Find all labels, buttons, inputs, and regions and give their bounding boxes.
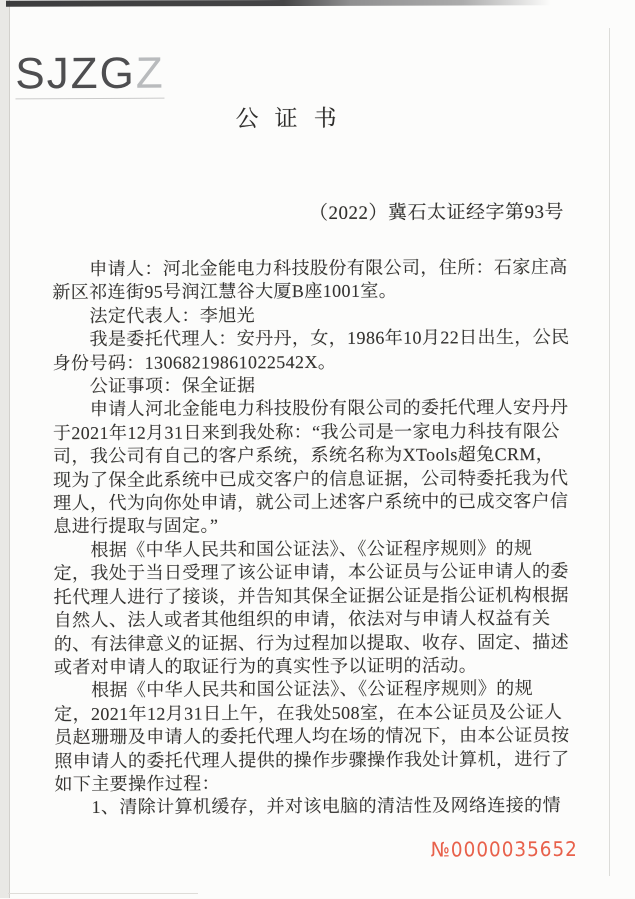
body-line: 根据《中华人民共和国公证法》、《公证程序规则》的规 [90,537,533,560]
body-line: 申请人河北金能电力科技股份有限公司的委托代理人安丹丹 [89,397,569,420]
body-line: 息进行提取与固定。” [53,515,219,537]
watermark-text-dark: SJZG [15,48,136,99]
serial-digits: 0000035652 [450,837,578,862]
serial-number [431,838,578,862]
body-line: 托代理人进行了接谈，并告知其保全证据公证是指公证机构根据 [53,584,569,607]
body-line: 法定代表人：李旭光 [89,305,256,326]
document-number: （2022）冀石太证经字第93号 [308,201,565,225]
watermark-text-light: Z [135,48,165,98]
body-line: 员赵珊珊及申请人的委托代理人均在场的情况下，由本公证员按 [54,725,570,748]
body-line: 的、有法律意义的证据、行为过程加以提取、收存、固定、描述 [53,631,570,654]
body-line: 我是委托代理人：安丹丹，女，1986年10月22日出生，公民 [89,327,570,350]
body-line: 身份号码：13068219861022542X。 [52,351,337,373]
body-line: 理人，代为向你处申请，就公司上述客户系统中的已成交客户信 [53,490,569,514]
body-line: 司，我公司有自己的客户系统，系统名称为XTools超兔CRM， [52,444,555,467]
body-line: 定，我处于当日受理了该公证申请，本公证员与公证申请人的委 [53,561,569,584]
body-line: 公证事项：保全证据 [89,375,256,397]
body-line: 现为了保全此系统中已成交客户的信息证据，公司特委托我为代 [53,467,569,490]
body-line: 申请人：河北金能电力科技股份有限公司，住所：石家庄高 [89,256,568,279]
body-line: 照申请人的委托代理人提供的操作步骤操作我处计算机，进行了 [54,748,570,771]
body-line: 1、清除计算机缓存，并对该电脑的清洁性及网络连接的情 [91,795,562,818]
body-line: 于2021年12月31日来到我处称：“我公司是一家电力科技有限公 [52,420,560,443]
body-line: 自然人、法人或者其他组织的申请，依法对与申请人权益有关 [53,608,551,631]
numero-sign: № [430,838,451,862]
body-line: 根据《中华人民共和国公证法》、《公证程序规则》的规 [91,678,534,701]
document-body [52,256,574,820]
watermark [15,48,165,100]
document-title: 公证书 [235,105,353,132]
body-line: 定，2021年12月31日上午，在我处508室，在本公证员及公证人 [54,701,563,724]
body-line: 如下主要操作过程： [54,773,221,795]
body-line: 新区祁连街95号润江慧谷大厦B座1001室。 [52,281,398,303]
body-line: 或者对申请人的取证行为的真实性予以证明的活动。 [53,655,478,678]
